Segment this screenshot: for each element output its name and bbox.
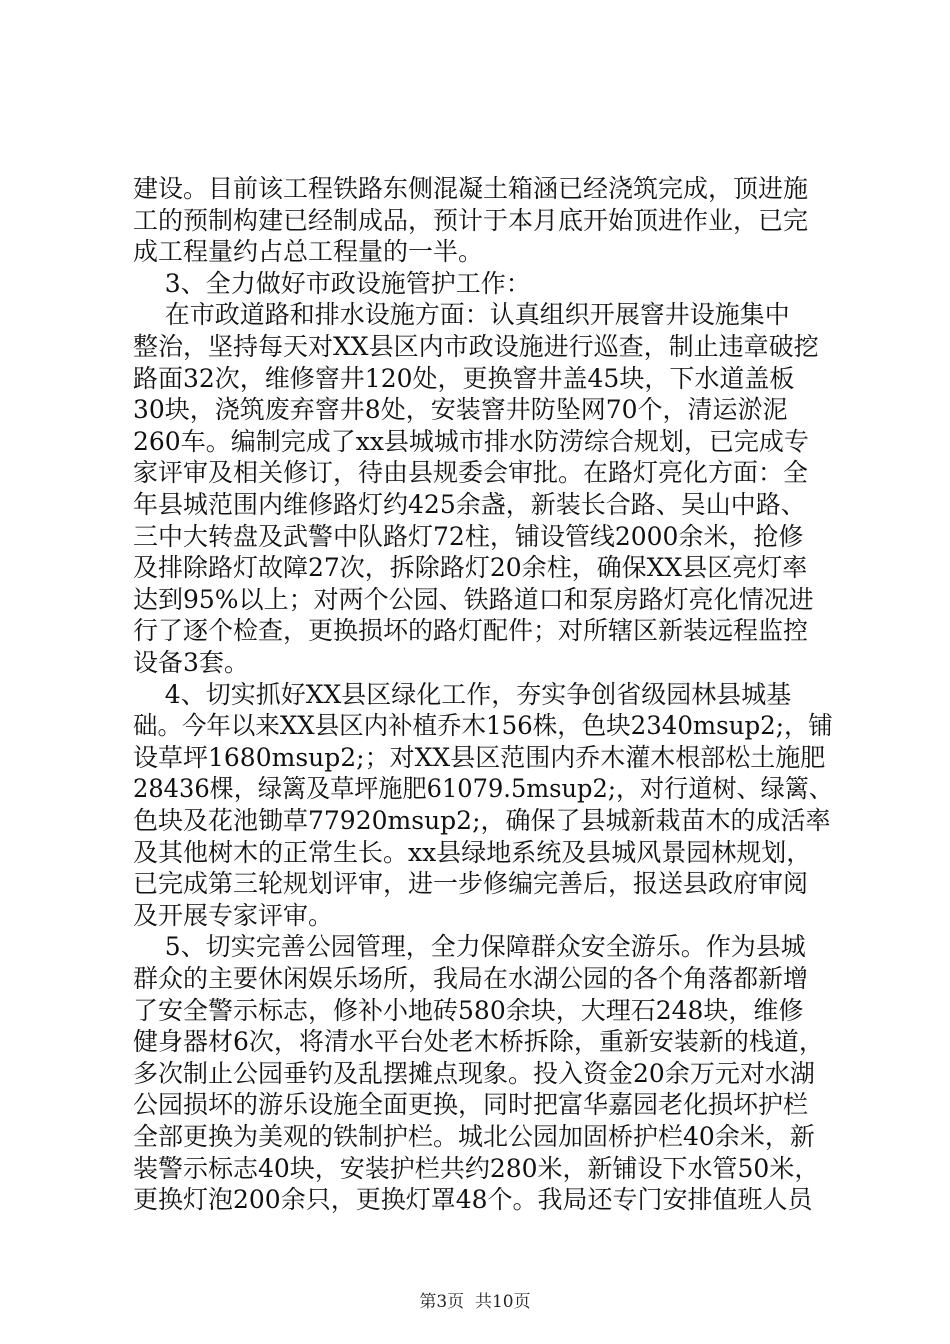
text-line: 达到95%以上；对两个公园、铁路道口和泵房路灯亮化情况进: [133, 584, 814, 614]
text-line: 5、切实完善公园管理，全力保障群众安全游乐。作为县城: [133, 932, 806, 962]
text-line: 设备3套。: [133, 648, 249, 677]
text-line: 建设。目前该工程铁路东侧混凝土箱涵已经浇筑完成，顶进施: [133, 174, 809, 203]
page-footer: 第3页 共10页: [419, 1292, 531, 1312]
text-line: 家评审及相关修订，待由县规委会审批。在路灯亮化方面：全: [133, 458, 809, 488]
text-line: 行了逐个检查，更换损坏的路灯配件；对所辖区新装远程监控: [133, 616, 809, 646]
text-line: 三中大转盘及武警中队路灯72柱，铺设管线2000余米，抢修: [133, 521, 804, 551]
text-line: 色块及花池锄草77920msup2;，确保了县城新栽苗木的成活率: [133, 806, 831, 835]
text-line: 多次制止公园垂钓及乱摆摊点现象。投入资金20余万元对水湖: [133, 1058, 815, 1088]
text-line: 30块，浇筑废弃窨井8处，安装窨井防坠网70个，清运淤泥: [133, 395, 788, 425]
text-line: 28436棵，绿篱及草坪施肥61079.5msup2;，对行道树、绿篱、: [133, 774, 833, 804]
text-line: 装警示标志40块，安装护栏共约280米，新铺设下水管50米，: [133, 1153, 820, 1183]
text-line: 工的预制构建已经制成品，预计于本月底开始顶进作业，已完: [133, 205, 809, 235]
text-line: 础。今年以来XX县区内补植乔木156株，色块2340msup2;，铺: [133, 711, 833, 741]
text-line: 全部更换为美观的铁制护栏。城北公园加固桥护栏40余米，新: [133, 1122, 815, 1151]
text-line: 及开展专家评审。: [133, 900, 334, 930]
text-line: 及排除路灯故障27次，拆除路灯20余柱，确保XX县区亮灯率: [133, 553, 808, 583]
text-line: 整治，坚持每天对XX县区内市政设施进行巡查，制止违章破挖: [133, 332, 819, 361]
text-line: 260车。编制完成了xx县城城市排水防涝综合规划，已完成专: [133, 426, 809, 456]
text-line: 更换灯泡200余只，更换灯罩48个。我局还专门安排值班人员: [133, 1185, 813, 1215]
text-line: 健身器材6次，将清水平台处老木桥拆除，重新安装新的栈道，: [133, 1027, 824, 1057]
text-line: 成工程量约占总工程量的一半。: [133, 237, 484, 267]
text-line: 了安全警示标志，修补小地砖580余块，大理石248块，维修: [133, 995, 804, 1025]
text-line: 群众的主要休闲娱乐场所，我局在水湖公园的各个角落都新增: [133, 964, 809, 993]
text-line: 在市政道路和排水设施方面：认真组织开展窨井设施集中: [133, 300, 790, 330]
text-line: 设草坪1680msup2;；对XX县区范围内乔木灌木根部松土施肥: [133, 742, 826, 772]
text-line: 年县城范围内维修路灯约425余盏，新装长合路、吴山中路、: [133, 490, 806, 519]
text-line: 公园损坏的游乐设施全面更换，同时把富华嘉园老化损坏护栏: [133, 1090, 809, 1120]
text-line: 4、切实抓好XX县区绿化工作，夯实争创省级园林县城基: [133, 679, 792, 709]
text-line: 及其他树木的正常生长。xx县绿地系统及县城风景园林规划，: [133, 837, 812, 867]
text-line: 路面32次，维修窨井120处，更换窨井盖45块，下水道盖板: [133, 363, 795, 393]
text-line: 已完成第三轮规划评审，进一步修编完善后，报送县政府审阅: [133, 869, 809, 899]
text-line: 3、全力做好市政设施管护工作：: [133, 268, 531, 298]
